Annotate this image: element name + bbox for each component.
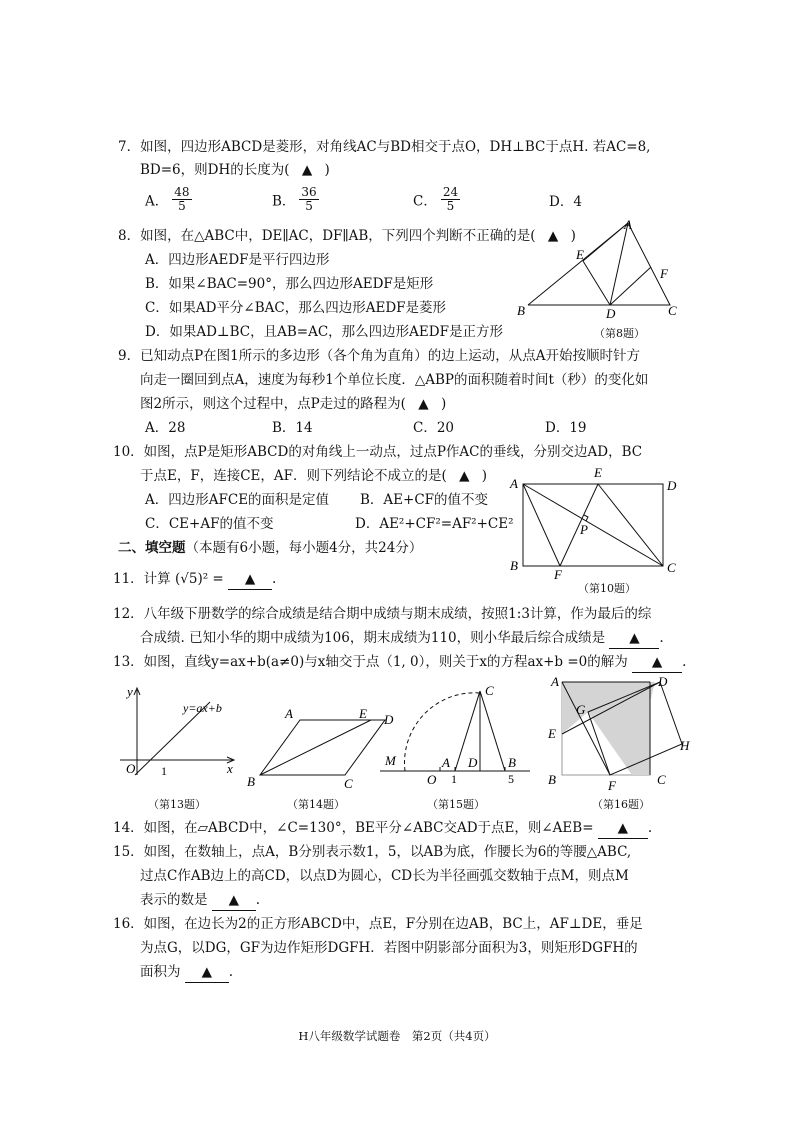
fraction xyxy=(299,186,318,213)
q9-line2: 向走一圈回到点A，速度为每秒1个单位长度．△ABP的面积随着时间t（秒）的变化如 xyxy=(140,372,649,388)
answer-blank xyxy=(632,652,682,673)
tick-5-label: 5 xyxy=(508,772,514,786)
figure-15 xyxy=(375,683,535,793)
q12-line2 xyxy=(140,628,664,649)
section-2-desc: （本题有6小题，每小题4分，共24分） xyxy=(185,540,423,556)
q8-close: ) xyxy=(570,228,576,244)
q8-option-a: A．四边形AEDF是平行四边形 xyxy=(145,252,330,268)
label-f: F xyxy=(608,778,616,792)
q11 xyxy=(113,569,276,590)
q7-option-a xyxy=(145,186,192,213)
q9-option-a: A．28 xyxy=(145,420,186,436)
label-a: A xyxy=(551,674,559,689)
answer-marker: ▲ xyxy=(301,162,313,178)
label-g: G xyxy=(576,702,586,717)
answer-blank xyxy=(185,962,229,983)
q7-option-d: D．4 xyxy=(549,194,582,210)
label-b: B xyxy=(548,772,556,787)
q15-end: . xyxy=(255,892,261,908)
q9-line3 xyxy=(140,394,446,414)
figure-10-caption: （第10题） xyxy=(578,582,636,595)
label-h: H xyxy=(680,738,690,753)
answer-marker: ▲ xyxy=(228,892,239,908)
page-footer: H八年级数学试题卷 第2页（共4页） xyxy=(298,1029,496,1043)
q8-stem: 8．如图，在△ABC中，DE∥AC，DF∥AB，下列四个判断不正确的是( xyxy=(118,228,536,244)
numerator: 36 xyxy=(301,185,317,199)
figure-16-caption: （第16题） xyxy=(592,798,650,811)
label-b: B xyxy=(517,303,525,318)
q14-stem: 14．如图，在▱ABCD中，∠C=130°，BE平分∠ABC交AD于点E，则∠AEB= xyxy=(113,820,594,836)
label-c: C xyxy=(657,772,666,787)
figure-8-caption: （第8题） xyxy=(594,327,645,340)
q16-end: . xyxy=(228,964,234,980)
q10-option-d: D．AE²+CF²=AF²+CE² xyxy=(355,516,514,532)
q11-end: . xyxy=(272,571,277,587)
q7-close: ) xyxy=(324,162,330,178)
q15-line3 xyxy=(140,890,260,911)
answer-marker: ▲ xyxy=(418,396,429,412)
answer-blank xyxy=(212,890,256,911)
label-c: C xyxy=(485,683,494,698)
tick-1-label: 1 xyxy=(161,764,167,778)
q7-option-b-label: B． xyxy=(272,193,296,210)
tick-1-label: 1 xyxy=(451,772,457,786)
label-c: C xyxy=(668,303,677,318)
q16-line3 xyxy=(140,962,233,983)
origin-label: O xyxy=(126,761,136,776)
label-b: B xyxy=(508,755,516,770)
q11-expression: (√5)² = xyxy=(174,571,224,587)
label-c: C xyxy=(344,776,353,791)
label-p: P xyxy=(580,522,588,537)
q7-option-c-label: C． xyxy=(413,193,437,210)
q12-end: . xyxy=(659,630,664,646)
q10-line1: 10．如图，点P是矩形ABCD的对角线上一动点，过点P作AC的垂线，分别交边AD，BC xyxy=(113,444,643,460)
q7-option-a-label: A． xyxy=(145,193,169,210)
answer-blank xyxy=(228,569,272,590)
figure-15-caption: （第15题） xyxy=(427,798,485,811)
q8-line1 xyxy=(118,226,576,246)
q7-line2 xyxy=(140,160,330,180)
q15-line2: 过点C作AB边上的高CD，以点D为圆心，CD长为半径画弧交数轴于点M，则点M xyxy=(140,868,629,884)
q10-option-a: A．四边形AFCE的面积是定值 xyxy=(145,492,330,508)
label-f: F xyxy=(554,567,562,582)
label-e: E xyxy=(548,726,556,741)
figure-16 xyxy=(540,672,700,792)
answer-blank xyxy=(598,818,648,839)
q15-line1: 15．如图，在数轴上，点A，B分别表示数1，5，以AB为底，作腰长为6的等腰△ABC, xyxy=(113,844,632,860)
fraction xyxy=(172,186,191,213)
q15-stem: 表示的数是 xyxy=(140,892,208,908)
q16-line1: 16．如图，在边长为2的正方形ABCD中，点E，F分别在边AB，BC上，AF⊥DE，垂足 xyxy=(113,916,643,932)
q9-line1: 9．已知动点P在图1所示的多边形（各个角为直角）的边上运动，从点A开始按顺时针方 xyxy=(118,348,641,364)
q8-option-d: D．如果AD⊥BC，且AB=AC，那么四边形AEDF是正方形 xyxy=(145,324,503,340)
label-a: A xyxy=(442,755,450,770)
figure-8 xyxy=(510,215,690,325)
axis-x-label: x xyxy=(227,761,233,776)
q16-stem: 面积为 xyxy=(140,964,181,980)
q7-option-b xyxy=(272,186,319,213)
q7-stem: BD=6，则DH的长度为( xyxy=(140,162,290,178)
q10-stem: 于点E，F，连接CE，AF．则下列结论不成立的是( xyxy=(140,468,447,484)
q11-stem: 11．计算 xyxy=(113,571,171,587)
q10-option-c: C．CE+AF的值不变 xyxy=(145,516,274,532)
label-a: A xyxy=(624,217,632,232)
section-2-heading xyxy=(118,538,422,558)
answer-marker: ▲ xyxy=(244,571,256,587)
denominator: 5 xyxy=(178,199,186,213)
numerator: 24 xyxy=(442,185,459,199)
q14 xyxy=(113,818,652,839)
label-d: D xyxy=(658,674,668,689)
answer-marker: ▲ xyxy=(547,228,559,244)
label-f: F xyxy=(660,266,668,281)
label-d: D xyxy=(384,712,394,727)
q10-close: ) xyxy=(481,468,488,484)
q12-line1: 12．八年级下册数学的综合成绩是结合期中成绩与期末成绩，按照1:3计算，作为最后的综 xyxy=(113,606,652,622)
q9-option-d: D．19 xyxy=(545,420,587,436)
figure-13-caption: （第13题） xyxy=(148,798,206,811)
answer-marker: ▲ xyxy=(629,630,640,646)
label-b: B xyxy=(247,774,255,789)
q16-line2: 为点G，以DG，GF为边作矩形DGFH．若图中阴影部分面积为3，则矩形DGFH的 xyxy=(140,940,638,956)
q13-stem: 13．如图，直线y=ax+b(a≠0)与x轴交于点（1, 0），则关于x的方程ax+b =0的解为 xyxy=(113,654,628,670)
axis-y-label: y xyxy=(127,684,133,699)
label-m: M xyxy=(385,753,396,768)
numerator: 48 xyxy=(174,185,190,199)
label-e: E xyxy=(359,706,367,721)
q8-option-b: B．如果∠BAC=90°，那么四边形AEDF是矩形 xyxy=(145,276,434,292)
q10-line2 xyxy=(140,466,487,486)
answer-marker: ▲ xyxy=(617,820,628,836)
q10-option-b: B．AE+CF的值不变 xyxy=(360,492,489,508)
figure-14-caption: （第14题） xyxy=(287,798,345,811)
fraction xyxy=(441,186,460,213)
answer-marker: ▲ xyxy=(201,964,212,980)
answer-marker: ▲ xyxy=(459,468,470,484)
label-d: D xyxy=(667,478,677,493)
label-d: D xyxy=(606,306,616,321)
q9-option-b: B．14 xyxy=(272,420,313,436)
label-a: A xyxy=(510,476,518,491)
q12-stem: 合成绩. 已知小华的期中成绩为106，期末成绩为110，则小华最后综合成绩是 xyxy=(140,630,606,646)
denominator: 5 xyxy=(446,199,455,213)
q9-option-c: C．20 xyxy=(413,420,455,436)
figure-10 xyxy=(505,462,685,582)
q14-end: . xyxy=(647,820,653,836)
q9-close: ) xyxy=(440,396,447,412)
q9-stem: 图2所示，则这个过程中，点P走过的路程为( xyxy=(140,396,406,412)
label-c: C xyxy=(667,560,676,575)
q7-line1: 7．如图，四边形ABCD是菱形，对角线AC与BD相交于点O，DH⊥BC于点H. 若AC=8, xyxy=(118,139,651,155)
label-e: E xyxy=(594,465,602,480)
figure-13 xyxy=(115,680,245,790)
q13 xyxy=(113,652,686,673)
label-o: O xyxy=(427,772,437,787)
q7-option-c xyxy=(413,186,460,213)
label-b: B xyxy=(510,558,518,573)
label-a: A xyxy=(285,706,293,721)
line-label: y=ax+b xyxy=(183,701,222,715)
section-2-title: 二、填空题 xyxy=(118,540,186,556)
answer-blank xyxy=(609,628,659,649)
q13-end: . xyxy=(682,654,687,670)
denominator: 5 xyxy=(305,199,313,213)
q8-option-c: C．如果AD平分∠BAC，那么四边形AEDF是菱形 xyxy=(145,300,447,316)
label-e: E xyxy=(576,247,584,262)
answer-marker: ▲ xyxy=(651,654,663,670)
label-d: D xyxy=(468,755,478,770)
